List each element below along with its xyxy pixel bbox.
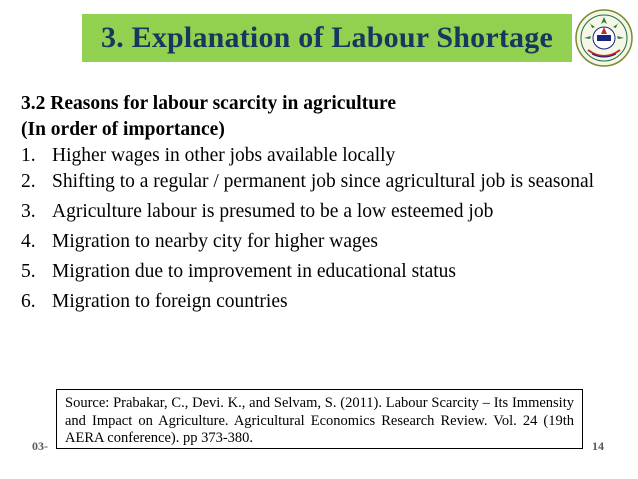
source-citation: Source: Prabakar, C., Devi. K., and Selvam, S. (2011). Labour Scarcity – Its Immensity and Impact on Agriculture. Agricultural Economics Research Review. Vol. 24 (19th AERA conference). pp 373-380. bbox=[65, 395, 574, 446]
list-item-number: 6. bbox=[21, 291, 36, 312]
list-item bbox=[21, 289, 615, 315]
list-item-text: Higher wages in other jobs available locally bbox=[52, 145, 396, 166]
list-item-text: Agriculture labour is presumed to be a low esteemed job bbox=[52, 201, 494, 222]
list-item-number: 5. bbox=[21, 261, 36, 282]
list-item-number: 3. bbox=[21, 201, 36, 222]
list-item bbox=[21, 143, 615, 169]
university-emblem-icon bbox=[574, 8, 634, 68]
list-item bbox=[21, 259, 615, 285]
slide-title-banner bbox=[82, 14, 572, 62]
list-item-text: Shifting to a regular / permanent job since agricultural job is seasonal bbox=[52, 171, 595, 192]
list-item-text: Migration due to improvement in educational status bbox=[52, 261, 456, 282]
slide-body bbox=[21, 91, 615, 315]
list-item-text: Migration to nearby city for higher wages bbox=[52, 231, 378, 252]
page-number: 14 bbox=[592, 439, 604, 453]
order-note: (In order of importance) bbox=[21, 119, 225, 140]
list-item bbox=[21, 169, 615, 195]
list-item bbox=[21, 229, 615, 255]
list-item-number: 4. bbox=[21, 231, 36, 252]
source-citation-box bbox=[56, 389, 583, 449]
section-subtitle: 3.2 Reasons for labour scarcity in agriculture bbox=[21, 93, 397, 114]
list-item-text: Migration to foreign countries bbox=[52, 291, 288, 312]
list-item bbox=[21, 199, 615, 225]
reasons-list bbox=[21, 143, 615, 315]
slide-title: 3. Explanation of Labour Shortage bbox=[101, 21, 553, 54]
list-item-number: 1. bbox=[21, 145, 36, 166]
list-item-number: 2. bbox=[21, 171, 36, 192]
footer-date: 03- bbox=[32, 439, 48, 453]
